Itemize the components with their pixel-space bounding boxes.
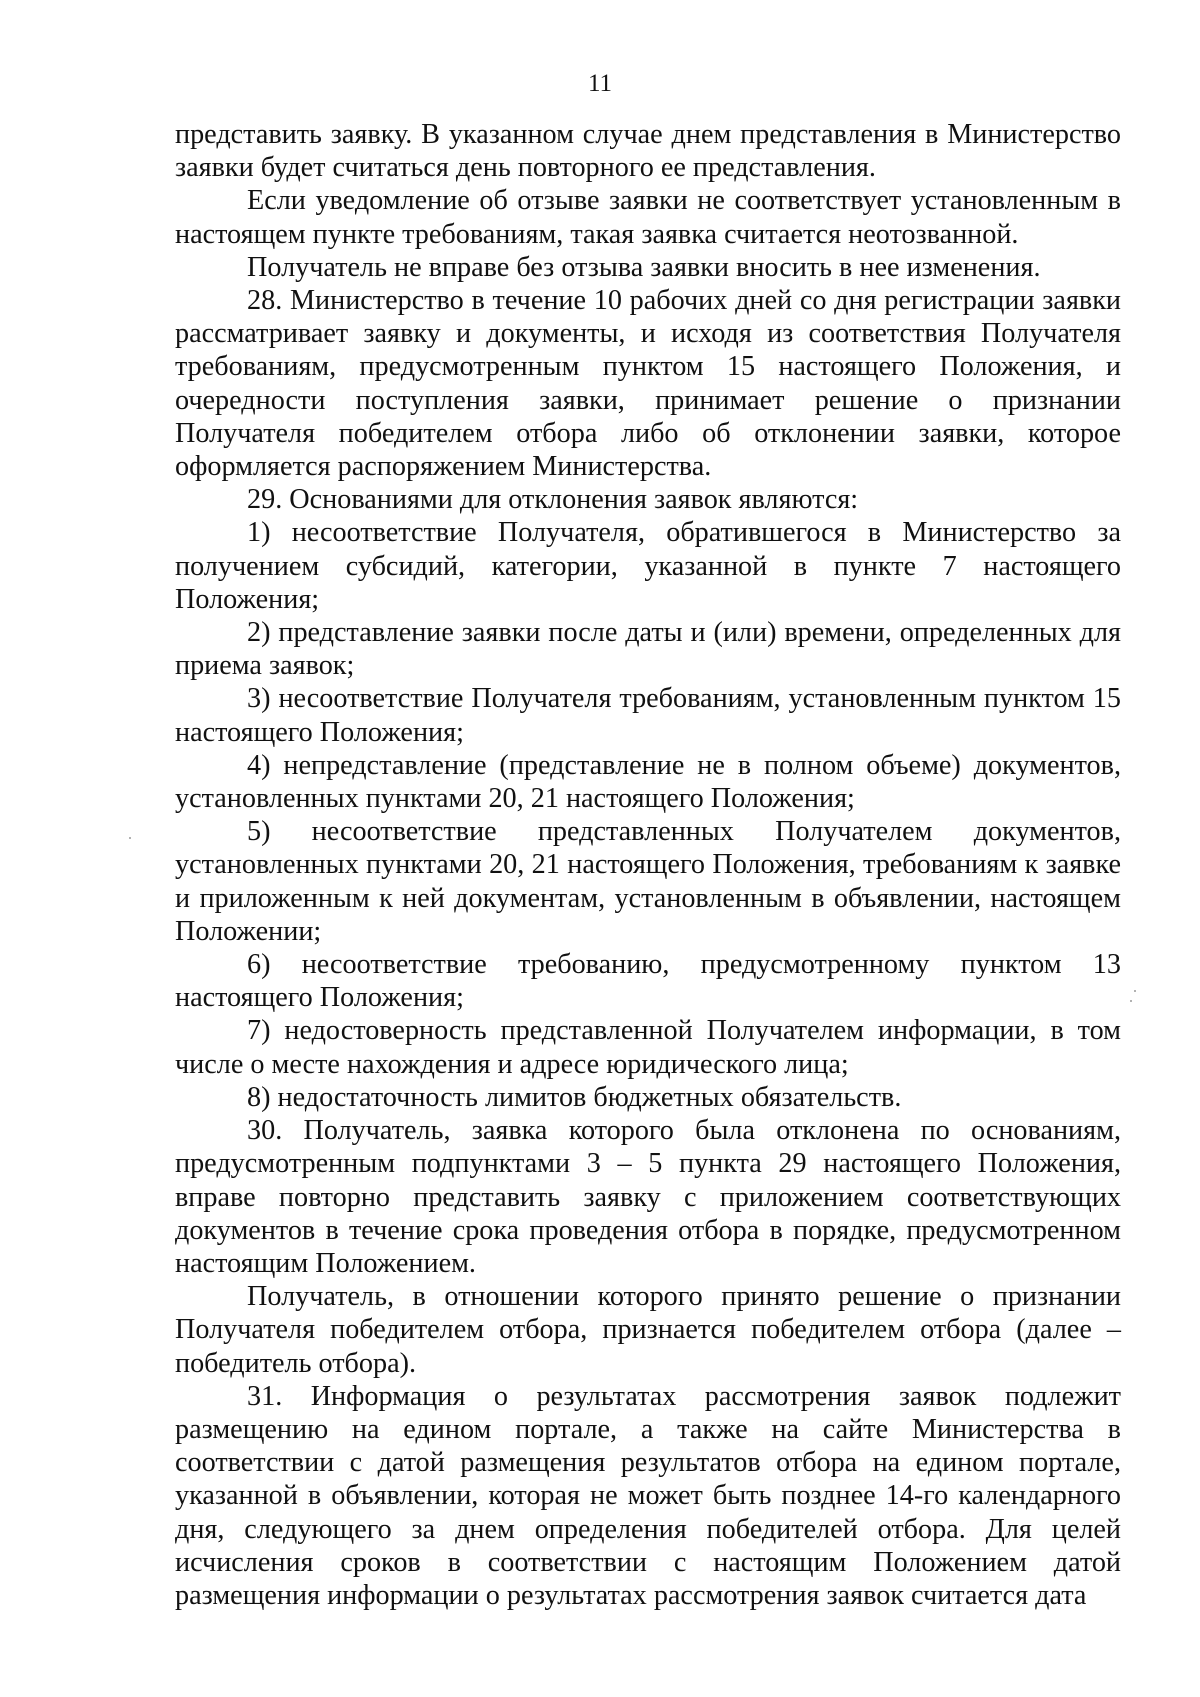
list-item-2: 2) представление заявки после даты и (или) времени, определенных для приема заявок; [175, 617, 1121, 682]
paragraph-withdrawal-notice: Если уведомление об отзыве заявки не соответствует установленным в настоящем пункте требованиям, такая заявка считается неотозванной. [175, 185, 1121, 250]
paragraph-item-30: 30. Получатель, заявка которого была отклонена по основаниям, предусмотренным подпунктами 3 – 5 пункта 29 настоящего Положения, вправе повторно представить заявку с приложением соответствующих документов в течение срока проведения отбора в порядке, предусмотренном настоящим Положением. [175, 1115, 1121, 1279]
paragraph-no-changes: Получатель не вправе без отзыва заявки вносить в нее изменения. [247, 251, 1041, 283]
document-body [175, 118, 1121, 1612]
scan-speck [129, 837, 131, 839]
paragraph-continuation: представить заявку. В указанном случае днем представления в Министерство заявки будет считаться день повторного ее представления. [175, 119, 1121, 184]
list-item-4: 4) непредставление (представление не в полном объеме) документов, установленных пунктами 20, 21 настоящего Положения; [175, 749, 1121, 815]
paragraph-item-28: 28. Министерство в течение 10 рабочих дней со дня регистрации заявки рассматривает заявку и документы, и исходя из соответствия Получателя требованиям, предусмотренным пунктом 15 настоящего Положения, и очередности поступления заявки, принимает решение о признании Получателя победителем отбора либо об отклонении заявки, которое оформляется распоряжением Министерства. [175, 285, 1121, 483]
list-item-8: 8) недостаточность лимитов бюджетных обязательств. [247, 1081, 902, 1113]
paragraph-winner-definition: Получатель, в отношении которого принято решение о признании Получателя победителем отбора, признается победителем отбора (далее – победитель отбора). [175, 1281, 1121, 1379]
list-item-5: 5) несоответствие представленных Получателем документов, установленных пунктами 20, 21 настоящего Положения, требованиям к заявке и приложенным к ней документам, установленным в объявлении, настоящем Положении; [175, 816, 1121, 947]
list-item-6: 6) несоответствие требованию, предусмотренному пунктом 13 настоящего Положения; [175, 949, 1121, 1014]
list-item-1: 1) несоответствие Получателя, обратившегося в Министерство за получением субсидий, категории, указанной в пункте 7 настоящего Положения; [175, 517, 1121, 615]
scan-speck [1134, 990, 1136, 992]
list-item-7: 7) недостоверность представленной Получателем информации, в том числе о месте нахождения и адресе юридического лица; [175, 1015, 1121, 1080]
page-number: 11 [587, 70, 613, 97]
scan-speck [1130, 1000, 1132, 1002]
paragraph-item-31: 31. Информация о результатах рассмотрения заявок подлежит размещению на едином портале, а также на сайте Министерства в соответствии с датой размещения результатов отбора на едином портале, указанной в объявлении, которая не может быть позднее 14-го календарного дня, следующего за днем определения победителей отбора. Для целей исчисления сроков в соответствии с настоящим Положением датой размещения информации о результатах рассмотрения заявок считается дата [175, 1380, 1121, 1611]
paragraph-item-29: 29. Основаниями для отклонения заявок являются: [247, 484, 859, 516]
list-item-3: 3) несоответствие Получателя требованиям, установленным пунктом 15 настоящего Положения; [175, 683, 1121, 748]
